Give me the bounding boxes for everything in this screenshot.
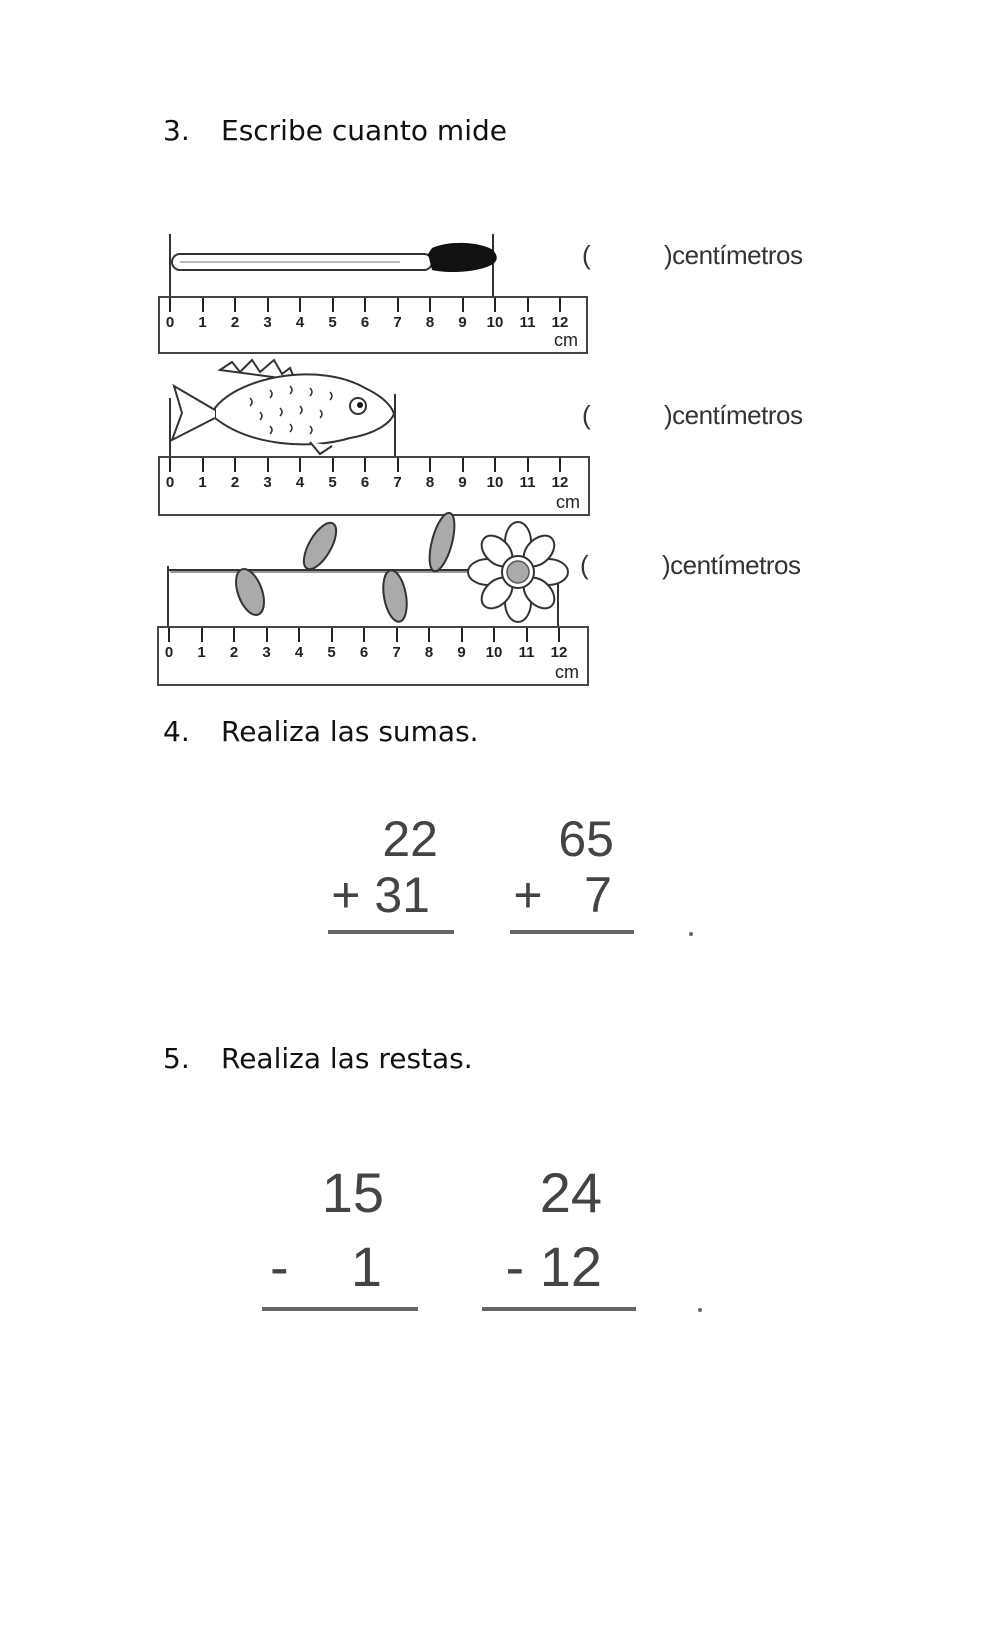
- ruler-tick: [396, 628, 398, 642]
- ruler-tick-label: 12: [551, 474, 569, 491]
- ruler-tick: [493, 628, 495, 642]
- ruler-tick: [299, 458, 301, 472]
- ruler-tick-label: 10: [485, 644, 503, 661]
- question-5-text: Realiza las restas.: [221, 1042, 473, 1075]
- ruler-tick: [234, 458, 236, 472]
- ruler-tick-label: 2: [229, 644, 239, 661]
- ruler-tick: [332, 298, 334, 312]
- sub-2-bottom: - 12: [505, 1235, 602, 1298]
- ruler-tick-label: 4: [295, 314, 305, 331]
- sum-trailing-dot: [689, 932, 693, 936]
- ruler-tick-label: 7: [393, 474, 402, 491]
- flower-illustration: [160, 510, 600, 630]
- ruler-tick-label: 10: [486, 474, 504, 491]
- sub-1-bottom: - 1: [269, 1235, 382, 1298]
- ruler-tick-label: 8: [424, 644, 434, 661]
- answer-3: [580, 550, 801, 581]
- question-4: [163, 715, 479, 748]
- sum-2-line: [510, 930, 634, 934]
- ruler-tick: [331, 628, 333, 642]
- ruler-tick-label: 4: [295, 474, 305, 491]
- ruler-tick: [494, 458, 496, 472]
- ruler-unit-label: cm: [554, 330, 578, 350]
- ruler-tick: [558, 628, 560, 642]
- sum-2-top: 65: [558, 811, 614, 867]
- ruler-tick-label: 1: [198, 314, 207, 331]
- ruler-tick-label: 6: [359, 644, 369, 661]
- sum-1-line: [328, 930, 454, 934]
- ruler-3: [157, 626, 589, 686]
- sum-2-bottom: + 7: [513, 867, 612, 923]
- answer-1-close: )centímetros: [664, 240, 803, 270]
- ruler-tick-label: 9: [457, 644, 466, 661]
- question-4-number: 4.: [163, 715, 190, 748]
- ruler-tick-label: 5: [328, 314, 337, 331]
- ruler-tick: [527, 298, 529, 312]
- ruler-tick-label: 6: [360, 474, 370, 491]
- ruler-tick-label: 12: [550, 644, 568, 661]
- ruler-tick-label: 0: [164, 644, 174, 661]
- ruler-tick: [298, 628, 300, 642]
- ruler-tick-label: 5: [328, 474, 337, 491]
- ruler-tick: [428, 628, 430, 642]
- fish-illustration: [160, 358, 600, 458]
- ruler-tick-label: 2: [230, 474, 240, 491]
- ruler-tick-label: 10: [486, 314, 504, 331]
- ruler-tick-label: 3: [262, 644, 271, 661]
- question-3-text: Escribe cuanto mide: [221, 114, 507, 147]
- ruler-tick-label: 3: [263, 474, 272, 491]
- answer-2-open: (: [582, 400, 591, 430]
- ruler-tick: [332, 458, 334, 472]
- ruler-tick-label: 8: [425, 474, 435, 491]
- ruler-tick: [526, 628, 528, 642]
- answer-3-close: )centímetros: [662, 550, 801, 580]
- ruler-tick-label: 9: [458, 474, 467, 491]
- ruler-tick: [559, 458, 561, 472]
- question-3-number: 3.: [163, 114, 190, 147]
- ruler-tick: [461, 628, 463, 642]
- answer-2: [582, 400, 803, 431]
- ruler-tick: [233, 628, 235, 642]
- ruler-tick-label: 7: [392, 644, 401, 661]
- ruler-tick: [364, 298, 366, 312]
- ruler-tick: [462, 298, 464, 312]
- ruler-tick-label: 4: [294, 644, 304, 661]
- ruler-tick-label: 0: [165, 474, 175, 491]
- ruler-tick: [202, 298, 204, 312]
- ruler-tick-label: 6: [360, 314, 370, 331]
- ruler-unit-label: cm: [556, 492, 580, 512]
- sum-1-top: 22: [382, 811, 438, 867]
- ruler-tick: [169, 298, 171, 312]
- ruler-tick: [266, 628, 268, 642]
- ruler-tick-label: 1: [197, 644, 206, 661]
- ruler-tick: [364, 458, 366, 472]
- ruler-tick: [429, 458, 431, 472]
- question-5-number: 5.: [163, 1042, 190, 1075]
- ruler-tick: [559, 298, 561, 312]
- sub-2-line: [482, 1307, 636, 1311]
- question-5: [163, 1042, 473, 1075]
- question-3: [163, 114, 507, 147]
- ruler-tick: [234, 298, 236, 312]
- ruler-tick-label: 2: [230, 314, 240, 331]
- ruler-tick: [397, 298, 399, 312]
- ruler-tick: [169, 458, 171, 472]
- ruler-tick: [201, 628, 203, 642]
- answer-1: [582, 240, 803, 271]
- question-4-text: Realiza las sumas.: [221, 715, 479, 748]
- ruler-tick: [462, 458, 464, 472]
- sub-2-top: 24: [539, 1161, 602, 1224]
- ruler-tick-label: 3: [263, 314, 272, 331]
- ruler-tick: [527, 458, 529, 472]
- ruler-tick-label: 12: [551, 314, 569, 331]
- answer-2-close: )centímetros: [664, 400, 803, 430]
- ruler-tick-label: 5: [327, 644, 336, 661]
- ruler-tick-label: 7: [393, 314, 402, 331]
- answer-3-open: (: [580, 550, 589, 580]
- ruler-tick: [202, 458, 204, 472]
- ruler-tick-label: 8: [425, 314, 435, 331]
- ruler-tick-label: 11: [518, 644, 535, 661]
- ruler-tick: [267, 458, 269, 472]
- sub-1-top: 15: [321, 1161, 384, 1224]
- sub-1-line: [262, 1307, 418, 1311]
- ruler-tick-label: 11: [519, 314, 536, 331]
- ruler-tick: [168, 628, 170, 642]
- ruler-tick: [299, 298, 301, 312]
- ruler-unit-label: cm: [555, 662, 579, 682]
- sum-1-bottom: + 31: [331, 867, 430, 923]
- ruler-tick: [397, 458, 399, 472]
- ruler-tick: [363, 628, 365, 642]
- ruler-tick: [494, 298, 496, 312]
- ruler-tick-label: 1: [198, 474, 207, 491]
- ruler-tick: [429, 298, 431, 312]
- pencil-illustration: [160, 230, 600, 300]
- ruler-tick-label: 11: [519, 474, 536, 491]
- ruler-2: [158, 456, 590, 516]
- sub-trailing-dot: [698, 1308, 702, 1312]
- ruler-tick-label: 9: [458, 314, 467, 331]
- answer-1-open: (: [582, 240, 591, 270]
- ruler-tick-label: 0: [165, 314, 175, 331]
- ruler-tick: [267, 298, 269, 312]
- ruler-1: [158, 296, 588, 354]
